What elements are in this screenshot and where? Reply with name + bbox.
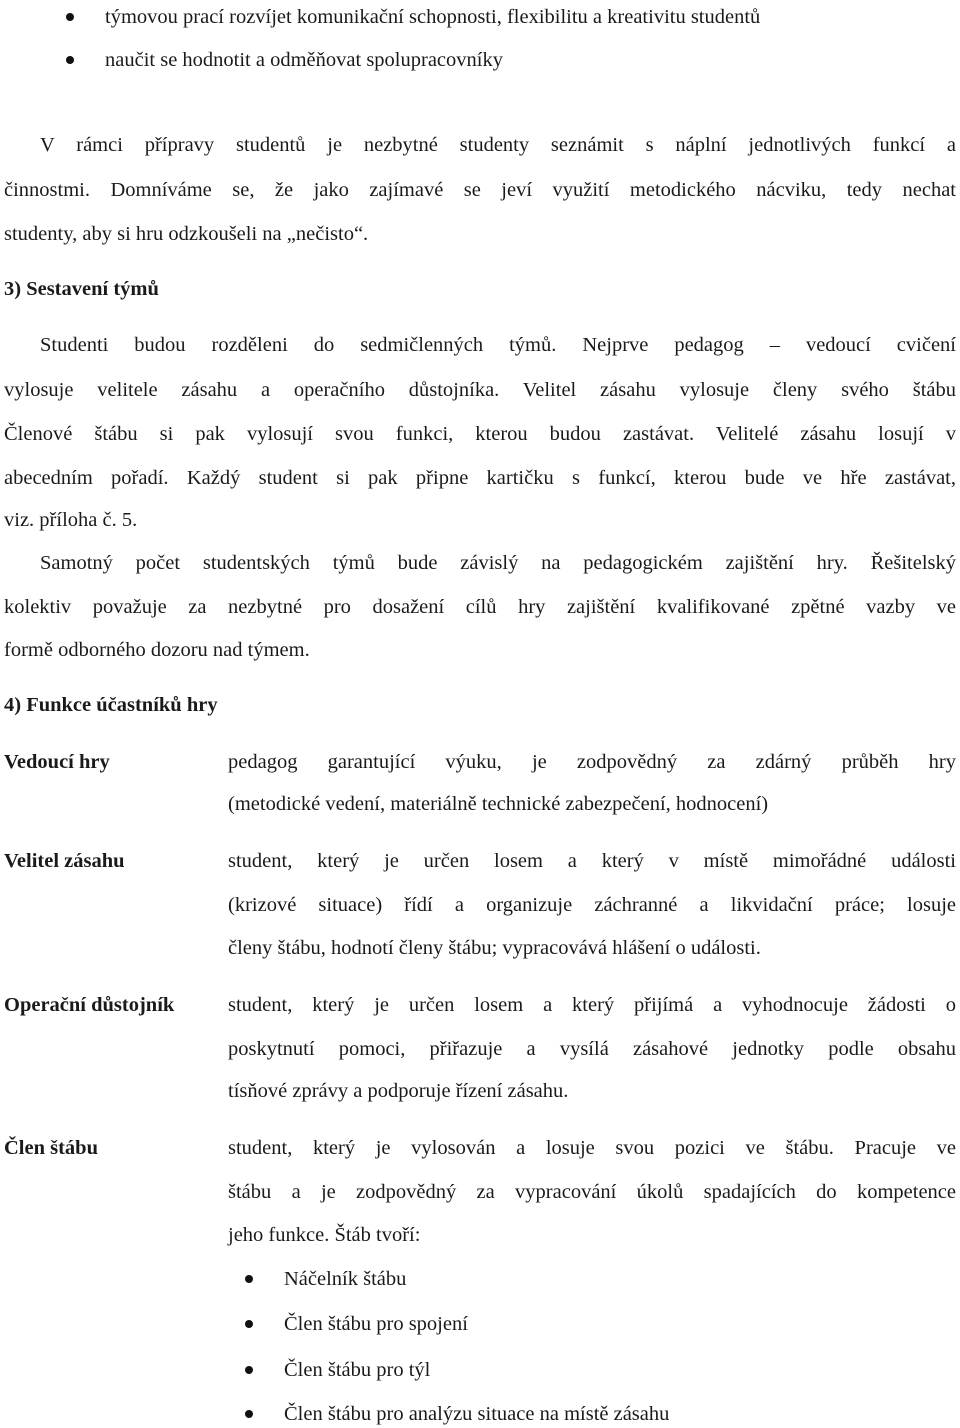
role-description-line: (metodické vedení, materiálně technické zabezpečení, hodnocení): [228, 793, 769, 815]
paragraph-line: viz. příloha č. 5.: [4, 509, 138, 531]
role-term: Operační důstojník: [4, 994, 175, 1016]
bullet-icon: [245, 1275, 253, 1283]
list-item: Člen štábu pro analýzu situace na místě zásahu: [284, 1403, 670, 1425]
paragraph-line: vylosuje velitele zásahu a operačního důstojníka. Velitel zásahu vylosuje členy svého štábu: [4, 379, 956, 401]
bullet-icon: [66, 13, 74, 21]
role-description-line: jeho funkce. Štáb tvoří:: [228, 1224, 421, 1246]
paragraph-line: formě odborného dozoru nad týmem.: [4, 639, 310, 661]
role-description-line: členy štábu, hodnotí členy štábu; vypracovává hlášení o události.: [228, 937, 761, 959]
paragraph-line: činnostmi. Domníváme se, že jako zajímavé se jeví využití metodického nácviku, tedy nechat: [4, 179, 956, 201]
role-description-line: student, který je určen losem a který v místě mimořádné události: [228, 850, 956, 872]
role-term: Velitel zásahu: [4, 850, 125, 872]
paragraph-line: V rámci přípravy studentů je nezbytné studenty seznámit s náplní jednotlivých funkcí a: [40, 134, 956, 156]
list-item: naučit se hodnotit a odměňovat spolupracovníky: [105, 49, 503, 71]
role-term: Člen štábu: [4, 1137, 98, 1159]
role-description-line: štábu a je zodpovědný za vypracování úkolů spadajících do kompetence: [228, 1181, 956, 1203]
bullet-icon: [245, 1366, 253, 1374]
section-heading: 4) Funkce účastníků hry: [4, 694, 218, 716]
role-description-line: tísňové zprávy a podporuje řízení zásahu.: [228, 1080, 569, 1102]
list-item: Člen štábu pro týl: [284, 1359, 431, 1381]
role-description-line: pedagog garantující výuku, je zodpovědný za zdárný průběh hry: [228, 751, 956, 773]
list-item: týmovou prací rozvíjet komunikační schopnosti, flexibilitu a kreativitu studentů: [105, 6, 761, 28]
bullet-icon: [66, 56, 74, 64]
list-item: Člen štábu pro spojení: [284, 1313, 468, 1335]
paragraph-line: kolektiv považuje za nezbytné pro dosažení cílů hry zajištění kvalifikované zpětné vazby ve: [4, 596, 956, 618]
bullet-icon: [245, 1320, 253, 1328]
paragraph-line: Studenti budou rozděleni do sedmičlenných týmů. Nejprve pedagog – vedoucí cvičení: [40, 334, 956, 356]
role-description-line: student, který je vylosován a losuje svou pozici ve štábu. Pracuje ve: [228, 1137, 956, 1159]
role-term: Vedoucí hry: [4, 751, 110, 773]
paragraph-line: Členové štábu si pak vylosují svou funkci, kterou budou zastávat. Velitelé zásahu losují v: [4, 423, 956, 445]
paragraph-line: Samotný počet studentských týmů bude závislý na pedagogickém zajištění hry. Řešitelský: [40, 552, 956, 574]
paragraph-line: studenty, aby si hru odzkoušeli na „nečisto“.: [4, 223, 369, 245]
list-item: Náčelník štábu: [284, 1268, 407, 1290]
role-description-line: (krizové situace) řídí a organizuje záchranné a likvidační práce; losuje: [228, 894, 956, 916]
paragraph-line: abecedním pořadí. Každý student si pak připne kartičku s funkcí, kterou bude ve hře zastávat,: [4, 467, 956, 489]
bullet-icon: [245, 1410, 253, 1418]
section-heading: 3) Sestavení týmů: [4, 278, 159, 300]
role-description-line: poskytnutí pomoci, přiřazuje a vysílá zásahové jednotky podle obsahu: [228, 1038, 956, 1060]
role-description-line: student, který je určen losem a který přijímá a vyhodnocuje žádosti o: [228, 994, 956, 1016]
